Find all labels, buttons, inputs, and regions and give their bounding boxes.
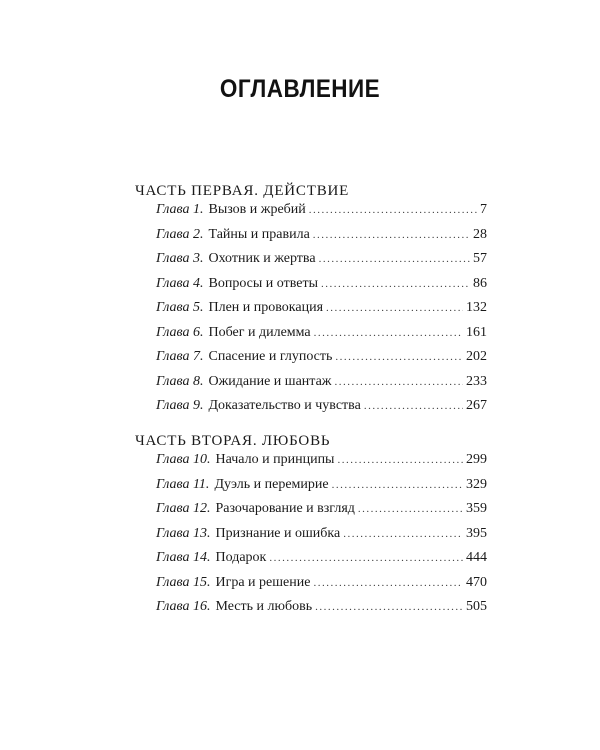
dot-leader	[309, 204, 477, 216]
chapter-page-number: 202	[466, 349, 487, 364]
chapter-page-number: 299	[466, 452, 487, 467]
chapter-entry[interactable]	[156, 202, 487, 227]
chapter-title: Признание и ошибка	[215, 525, 341, 541]
chapter-page-number: 7	[480, 202, 487, 217]
chapter-label: Глава 13.	[156, 525, 211, 541]
chapter-title: Тайны и правила	[208, 226, 310, 242]
chapter-page-number: 57	[473, 251, 487, 266]
dot-leader	[335, 351, 463, 363]
chapter-entry[interactable]	[156, 526, 487, 551]
dot-leader	[358, 503, 463, 515]
chapter-title: Разочарование и взгляд	[215, 501, 355, 516]
chapter-title: Начало и принципы	[215, 452, 335, 467]
chapter-label: Глава 9.	[156, 398, 204, 413]
dot-leader	[334, 376, 463, 388]
dot-leader	[314, 327, 463, 339]
chapter-entry[interactable]	[156, 276, 487, 301]
chapter-entry[interactable]	[156, 575, 487, 600]
chapter-page-number: 233	[466, 373, 487, 389]
dot-leader	[364, 400, 463, 412]
chapter-title: Вызов и жребий	[208, 202, 306, 217]
chapter-label: Глава 5.	[156, 300, 204, 315]
chapter-title: Плен и провокация	[208, 300, 324, 315]
chapter-title: Подарок	[215, 550, 267, 565]
chapter-title: Спасение и глупость	[208, 349, 333, 364]
chapter-entry[interactable]	[156, 325, 487, 350]
chapter-label: Глава 7.	[156, 349, 204, 364]
dot-leader	[343, 528, 463, 540]
chapter-entry[interactable]	[156, 227, 487, 252]
chapter-page-number: 132	[466, 300, 487, 315]
chapter-entry[interactable]	[156, 300, 487, 325]
chapter-title: Дуэль и перемирие	[214, 476, 329, 492]
chapter-label: Глава 16.	[156, 599, 211, 614]
chapter-label: Глава 6.	[156, 324, 204, 340]
chapter-title: Побег и дилемма	[208, 324, 311, 340]
chapter-label: Глава 12.	[156, 501, 211, 516]
dot-leader	[269, 552, 463, 564]
page-title: ОГЛАВЛЕНИЕ	[219, 74, 381, 103]
chapter-page-number: 86	[473, 275, 487, 291]
dot-leader	[319, 253, 470, 265]
chapter-label: Глава 2.	[156, 226, 204, 242]
chapter-page-number: 161	[466, 324, 487, 340]
dot-leader	[337, 454, 463, 466]
chapter-page-number: 28	[473, 226, 487, 242]
chapter-entry[interactable]	[156, 349, 487, 374]
chapter-page-number: 329	[466, 476, 487, 492]
chapter-list	[137, 202, 487, 423]
dot-leader	[313, 229, 470, 241]
chapter-label: Глава 11.	[156, 476, 210, 492]
chapter-title: Ожидание и шантаж	[208, 373, 332, 389]
chapter-page-number: 470	[466, 574, 487, 590]
chapter-entry[interactable]	[156, 398, 487, 423]
part-one	[137, 180, 487, 423]
dot-leader	[321, 278, 470, 290]
chapter-label: Глава 1.	[156, 202, 204, 217]
chapter-page-number: 444	[466, 550, 487, 565]
chapter-page-number: 505	[466, 599, 487, 614]
chapter-entry[interactable]	[156, 374, 487, 399]
dot-leader	[315, 601, 463, 613]
chapter-title: Охотник и жертва	[208, 251, 316, 266]
chapter-title: Вопросы и ответы	[208, 275, 318, 291]
dot-leader	[313, 577, 463, 589]
chapter-page-number: 395	[466, 525, 487, 541]
chapter-entry[interactable]	[156, 550, 487, 575]
dot-leader	[332, 479, 463, 491]
chapter-page-number: 267	[466, 398, 487, 413]
chapter-entry[interactable]	[156, 477, 487, 502]
chapter-title: Доказательство и чувства	[208, 398, 361, 413]
dot-leader	[326, 302, 463, 314]
chapter-label: Глава 8.	[156, 373, 204, 389]
chapter-entry[interactable]	[156, 501, 487, 526]
chapter-label: Глава 4.	[156, 275, 204, 291]
chapter-list	[137, 452, 487, 624]
part-heading: ЧАСТЬ ВТОРАЯ. ЛЮБОВЬ	[135, 433, 331, 449]
chapter-entry[interactable]	[156, 251, 487, 276]
chapter-label: Глава 3.	[156, 251, 204, 266]
chapter-label: Глава 14.	[156, 550, 211, 565]
part-heading: ЧАСТЬ ПЕРВАЯ. ДЕЙСТВИЕ	[135, 183, 350, 199]
chapter-entry[interactable]	[156, 599, 487, 624]
chapter-title: Месть и любовь	[215, 599, 313, 614]
chapter-label: Глава 10.	[156, 452, 211, 467]
chapter-page-number: 359	[466, 501, 487, 516]
part-two	[137, 430, 487, 624]
chapter-title: Игра и решение	[215, 574, 311, 590]
chapter-label: Глава 15.	[156, 574, 211, 590]
chapter-entry[interactable]	[156, 452, 487, 477]
